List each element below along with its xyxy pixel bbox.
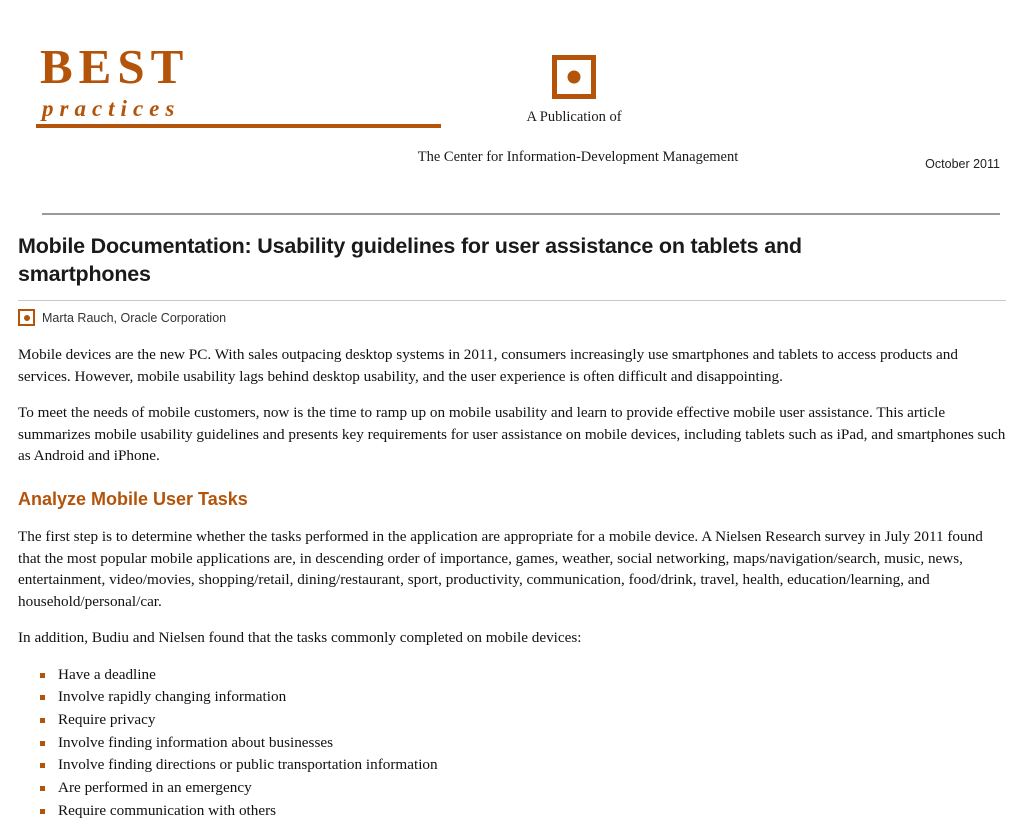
list-item: Involve finding directions or public transportation information [40,754,1006,777]
page-title: Mobile Documentation: Usability guidelines for user assistance on tablets and smartphones [18,234,802,286]
article-body [18,233,1006,822]
best-practices-logo [36,39,456,128]
logo-word-practices: practices [42,96,181,121]
issue-date: October 2011 [925,157,1000,171]
header-divider [42,213,1000,215]
task-bullet-list [18,664,1006,822]
list-item: Involve finding information about businesses [40,732,1006,755]
masthead [24,0,1000,170]
list-item: Require privacy [40,709,1006,732]
list-item: Are performed in an emergency [40,777,1006,800]
publication-of-label: A Publication of [526,109,622,125]
logo-underline-rule [36,124,441,128]
byline [18,309,1006,326]
title-divider [18,300,1006,301]
publisher-name: The Center for Information-Development Management [417,149,739,165]
list-item: Involve rapidly changing information [40,686,1006,709]
publisher-block [417,55,739,165]
section-paragraph-1: The first step is to determine whether the tasks performed in the application are appropriate for a mobile device. A Nielsen Research survey in July 2011 found that the most popular mobile applications are, in descending order of importance, games, weather, social networking, maps/navigation/search, music, news, entertainment, video/movies, shopping/retail, dining/restaurant, sport, productivity, communication, food/drink, travel, health, education/learning, and household/personal/car. [18,527,983,610]
cidm-square-dot-icon [552,55,596,99]
section-paragraph-2: In addition, Budiu and Nielsen found that the tasks commonly completed on mobile devices: [18,629,582,647]
intro-paragraph-2: To meet the needs of mobile customers, now is the time to ramp up on mobile usability and learn to provide effective mobile user assistance. This article summarizes mobile usability guidelines and presents key requirements for user assistance on mobile devices, including tablets such as iPad, and smartphones such as Android and iPhone. [18,404,1006,465]
byline-text: Marta Rauch, Oracle Corporation [42,310,227,325]
list-item: Have a deadline [40,664,1006,687]
intro-paragraph-1: Mobile devices are the new PC. With sales outpacing desktop systems in 2011, consumers increasingly use smartphones and tablets to access products and services. However, mobile usability lags behind desktop usability, and the user experience is often difficult and disappointing. [18,346,958,385]
logo-word-best: BEST [40,39,190,94]
author-mark-icon [18,309,35,326]
list-item: Require communication with others [40,800,1006,822]
section-heading-analyze-mobile-user-tasks: Analyze Mobile User Tasks [18,488,248,509]
